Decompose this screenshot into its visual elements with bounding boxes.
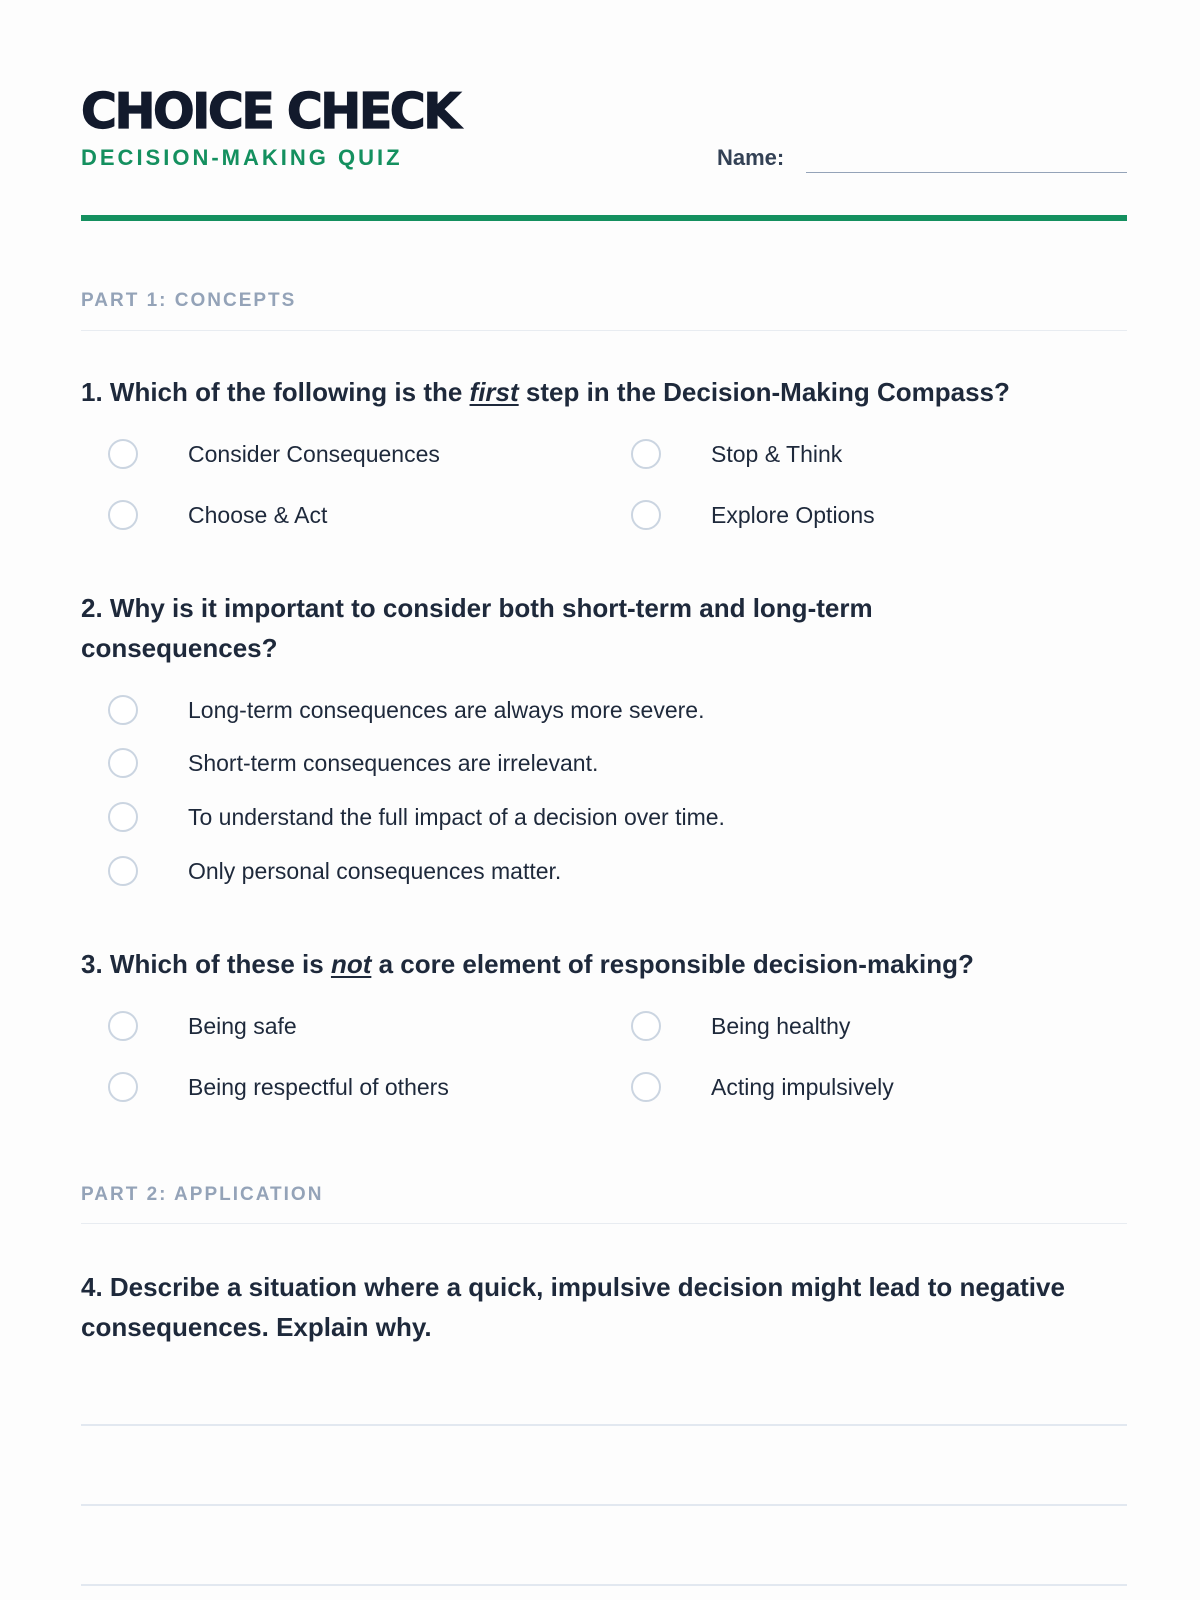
q2-option-2[interactable]	[108, 748, 598, 778]
option-label: Being safe	[188, 1013, 297, 1039]
radio-button[interactable]	[631, 1011, 661, 1041]
option-label: Choose & Act	[188, 502, 328, 528]
question-1-emphasis: first	[469, 377, 519, 407]
radio-button[interactable]	[108, 1072, 138, 1102]
answer-line-3[interactable]	[81, 1584, 1127, 1586]
radio-button[interactable]	[631, 1072, 661, 1102]
radio-button[interactable]	[108, 439, 138, 469]
option-label: To understand the full impact of a decision over time.	[188, 804, 725, 830]
q3-option-1[interactable]	[108, 1011, 297, 1041]
radio-button[interactable]	[108, 856, 138, 886]
radio-button[interactable]	[108, 1011, 138, 1041]
quiz-title: CHOICE CHECK	[81, 83, 459, 140]
radio-button[interactable]	[108, 695, 138, 725]
question-1-text-end: step in the Decision-Making Compass?	[518, 377, 1010, 407]
option-label: Acting impulsively	[711, 1074, 894, 1100]
question-3	[81, 944, 1127, 984]
radio-button[interactable]	[631, 439, 661, 469]
q3-option-4[interactable]	[631, 1072, 894, 1102]
option-label: Long-term consequences are always more severe.	[188, 697, 705, 723]
q1-option-3[interactable]	[108, 500, 327, 530]
q3-option-2[interactable]	[631, 1011, 850, 1041]
q1-option-1[interactable]	[108, 439, 440, 469]
answer-line-2[interactable]	[81, 1504, 1127, 1506]
radio-button[interactable]	[108, 748, 138, 778]
question-4: 4. Describe a situation where a quick, impulsive decision might lead to negative consequences. Explain why.	[81, 1272, 1065, 1342]
part-2-divider	[81, 1223, 1127, 1224]
option-label: Explore Options	[711, 502, 875, 528]
question-1	[81, 372, 1127, 412]
part-1-divider	[81, 330, 1127, 331]
radio-button[interactable]	[631, 500, 661, 530]
radio-button[interactable]	[108, 802, 138, 832]
radio-button[interactable]	[108, 500, 138, 530]
header-divider	[81, 215, 1127, 221]
option-label: Stop & Think	[711, 441, 843, 467]
question-2: 2. Why is it important to consider both short-term and long-term consequences?	[81, 593, 873, 663]
q1-option-4[interactable]	[631, 500, 875, 530]
part-2-label: PART 2: APPLICATION	[81, 1184, 324, 1205]
q2-option-1[interactable]	[108, 695, 704, 725]
quiz-subtitle: DECISION-MAKING QUIZ	[81, 145, 403, 170]
option-label: Short-term consequences are irrelevant.	[188, 750, 599, 776]
q3-option-3[interactable]	[108, 1072, 449, 1102]
q1-option-2[interactable]	[631, 439, 842, 469]
question-3-text-end: a core element of responsible decision-making?	[371, 949, 974, 979]
option-label: Only personal consequences matter.	[188, 858, 562, 884]
question-1-text-start: 1. Which of the following is the	[81, 377, 470, 407]
q2-option-4[interactable]	[108, 856, 561, 886]
question-3-text-start: 3. Which of these is	[81, 949, 331, 979]
answer-line-1[interactable]	[81, 1424, 1127, 1426]
option-label: Being healthy	[711, 1013, 851, 1039]
part-1-label: PART 1: CONCEPTS	[81, 290, 297, 311]
q2-option-3[interactable]	[108, 802, 725, 832]
question-3-emphasis: not	[330, 949, 372, 979]
name-label: Name:	[717, 145, 785, 170]
name-field[interactable]	[806, 172, 1127, 173]
option-label: Being respectful of others	[188, 1074, 449, 1100]
option-label: Consider Consequences	[188, 441, 440, 467]
